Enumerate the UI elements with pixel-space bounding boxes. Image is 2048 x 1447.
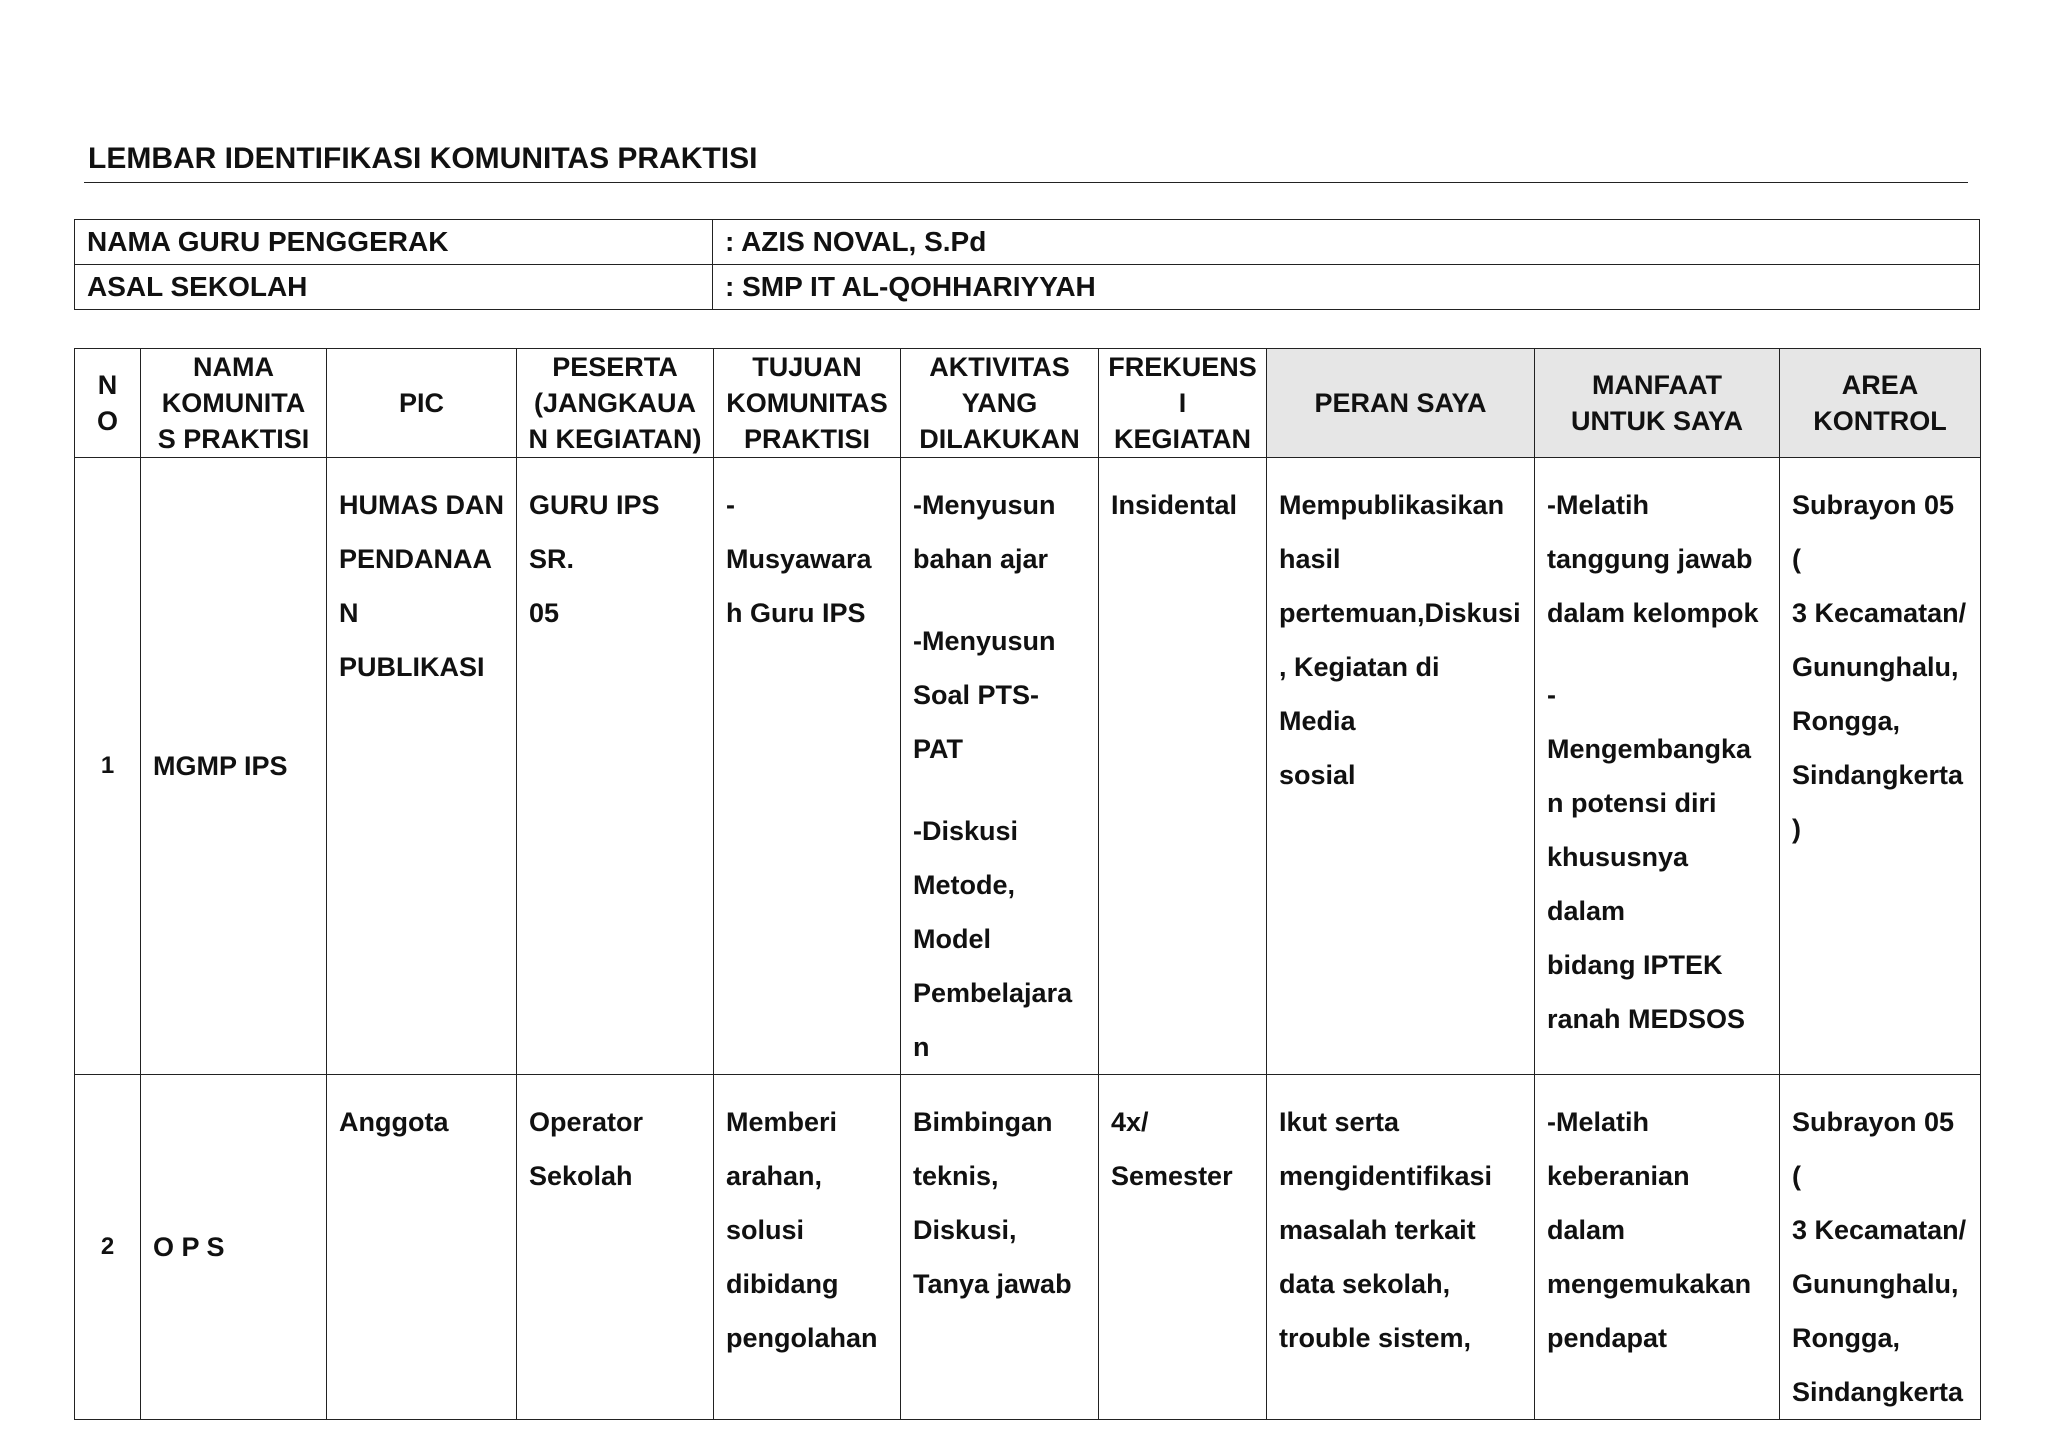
cell-text-line: -Melatih	[1547, 1107, 1650, 1137]
cell-text-line: Subrayon 05 (	[1792, 490, 1955, 574]
table-header-row	[75, 349, 1981, 458]
cell-text-line: pendapat	[1547, 1323, 1668, 1353]
cell-text-line: PIC	[398, 388, 444, 418]
cell-text-line: bahan ajar	[913, 544, 1049, 574]
cell-text-line: PERAN SAYA	[1314, 388, 1487, 418]
cell-text-line: KONTROL	[1813, 406, 1947, 436]
cell-text-line: -Menyusun	[913, 490, 1056, 520]
cell-text-line: Model	[913, 924, 991, 954]
cell-text-line: bidang IPTEK	[1547, 950, 1723, 980]
cell-text-line: HUMAS DAN	[339, 490, 504, 520]
cell-text-line: PENDANAA	[339, 544, 493, 574]
cell-text-line: arahan,	[726, 1161, 823, 1191]
header-goal	[714, 349, 901, 458]
cell-text-line: Semester	[1111, 1161, 1233, 1191]
title-underline	[84, 182, 1968, 183]
paragraph-gap	[1547, 640, 1767, 668]
info-value: : SMP IT AL-QOHHARIYYAH	[713, 265, 1980, 310]
paragraph-gap	[913, 586, 1086, 614]
cell-text-line: O	[96, 406, 118, 436]
header-activities	[901, 349, 1099, 458]
cell-text-line: Soal PTS-PAT	[913, 680, 1040, 764]
cell-text-line: Mempublikasikan	[1279, 490, 1505, 520]
cell-text-line: -	[726, 490, 735, 520]
cell-text-line: 4x/	[1111, 1107, 1149, 1137]
cell-text-line: Rongga,	[1792, 706, 1900, 736]
cell-text-line: hasil	[1279, 544, 1341, 574]
header-frequency	[1099, 349, 1267, 458]
benefits-cell	[1535, 458, 1780, 1075]
header-community-name	[141, 349, 327, 458]
cell-text-line: mengemukakan	[1547, 1269, 1752, 1299]
cell-text-line: khususnya dalam	[1547, 842, 1689, 926]
cell-text-line: Sindangkerta	[1792, 1377, 1964, 1407]
cell-text-line: 3 Kecamatan/	[1792, 598, 1967, 628]
cell-text-line: N	[97, 370, 118, 400]
pic-cell	[327, 458, 517, 1075]
cell-text-line: Anggota	[339, 1107, 449, 1137]
info-value: : AZIS NOVAL, S.Pd	[713, 220, 1980, 265]
cell-text-line: dalam kelompok	[1547, 598, 1759, 628]
cell-text-line: GURU IPS SR.	[529, 490, 660, 574]
cell-text-line: pengolahan	[726, 1323, 878, 1353]
cell-text-line: teknis,	[913, 1161, 999, 1191]
info-label: NAMA GURU PENGGERAK	[75, 220, 713, 265]
cell-text-line: Sindangkerta	[1792, 760, 1964, 790]
header-control-area	[1780, 349, 1981, 458]
participants-cell	[517, 458, 714, 1075]
header-pic	[327, 349, 517, 458]
header-my-role	[1267, 349, 1535, 458]
row-number: 2	[75, 1075, 141, 1420]
cell-text-line: Subrayon 05 (	[1792, 1107, 1955, 1191]
cell-text-line: KOMUNITAS	[726, 388, 888, 418]
cell-text-line: -Menyusun	[913, 626, 1056, 656]
cell-text-line: pertemuan,Diskusi	[1279, 598, 1521, 628]
header-participants	[517, 349, 714, 458]
header-no	[75, 349, 141, 458]
activities-cell	[901, 1075, 1099, 1420]
cell-text-line: YANG	[961, 388, 1038, 418]
cell-text-line: dalam	[1547, 1215, 1626, 1245]
goal-cell	[714, 1075, 901, 1420]
cell-text-line: n	[913, 1032, 930, 1062]
cell-text-line: dibidang	[726, 1269, 839, 1299]
cell-text-line: Musyawara	[726, 544, 872, 574]
cell-text-line: S PRAKTISI	[157, 424, 310, 454]
cell-text-line: KOMUNITA	[161, 388, 306, 418]
cell-text-line: )	[1792, 814, 1801, 844]
cell-text-line: NAMA	[193, 352, 274, 382]
cell-text-line: Ikut serta	[1279, 1107, 1400, 1137]
cell-text-line: -	[1547, 680, 1556, 710]
cell-text-line: 3 Kecamatan/	[1792, 1215, 1967, 1245]
community-name: MGMP IPS	[141, 458, 327, 1075]
participants-cell	[517, 1075, 714, 1420]
my-role-cell	[1267, 458, 1535, 1075]
cell-text-line: 05	[529, 598, 560, 628]
table-row	[75, 1075, 1981, 1420]
cell-text-line: h Guru IPS	[726, 598, 866, 628]
cell-text-line: I	[1178, 388, 1187, 418]
control-area-cell	[1780, 458, 1981, 1075]
cell-text-line: mengidentifikasi	[1279, 1161, 1493, 1191]
community-name: O P S	[141, 1075, 327, 1420]
goal-cell	[714, 458, 901, 1075]
table-row	[75, 458, 1981, 1075]
paragraph-gap	[913, 776, 1086, 804]
cell-text-line: N KEGIATAN)	[528, 424, 702, 454]
document-title: LEMBAR IDENTIFIKASI KOMUNITAS PRAKTISI	[88, 142, 758, 175]
control-area-cell	[1780, 1075, 1981, 1420]
cell-text-line: PRAKTISI	[743, 424, 870, 454]
cell-text-line: Gununghalu,	[1792, 1269, 1959, 1299]
cell-text-line: keberanian	[1547, 1161, 1690, 1191]
cell-text-line: AREA	[1841, 370, 1919, 400]
cell-text-line: -Diskusi	[913, 816, 1019, 846]
cell-text-line: KEGIATAN	[1114, 424, 1251, 454]
community-practice-table	[74, 348, 1981, 1420]
info-label: ASAL SEKOLAH	[75, 265, 713, 310]
cell-text-line: TUJUAN	[752, 352, 862, 382]
cell-text-line: MANFAAT	[1592, 370, 1722, 400]
cell-text-line: Metode,	[913, 870, 1016, 900]
info-row-teacher	[75, 220, 1980, 265]
cell-text-line: Sekolah	[529, 1161, 633, 1191]
cell-text-line: PESERTA	[552, 352, 678, 382]
cell-text-line: tanggung jawab	[1547, 544, 1753, 574]
cell-text-line: -Melatih	[1547, 490, 1650, 520]
cell-text-line: Tanya jawab	[913, 1269, 1072, 1299]
cell-text-line: UNTUK SAYA	[1570, 406, 1744, 436]
cell-text-line: Diskusi,	[913, 1215, 1017, 1245]
pic-cell	[327, 1075, 517, 1420]
header-benefits	[1535, 349, 1780, 458]
frequency-cell	[1099, 458, 1267, 1075]
cell-text-line: n potensi diri	[1547, 788, 1717, 818]
cell-text-line: Memberi	[726, 1107, 838, 1137]
my-role-cell	[1267, 1075, 1535, 1420]
cell-text-line: Mengembangka	[1547, 734, 1752, 764]
teacher-info-table	[74, 219, 1980, 310]
row-number: 1	[75, 458, 141, 1075]
cell-text-line: trouble sistem,	[1279, 1323, 1472, 1353]
cell-text-line: N PUBLIKASI	[339, 598, 485, 682]
cell-text-line: solusi	[726, 1215, 805, 1245]
cell-text-line: sosial	[1279, 760, 1356, 790]
cell-text-line: Operator	[529, 1107, 644, 1137]
info-row-school	[75, 265, 1980, 310]
cell-text-line: (JANGKAUA	[534, 388, 696, 418]
cell-text-line: data sekolah,	[1279, 1269, 1451, 1299]
activities-cell	[901, 458, 1099, 1075]
cell-text-line: , Kegiatan di Media	[1279, 652, 1440, 736]
cell-text-line: Bimbingan	[913, 1107, 1053, 1137]
cell-text-line: Pembelajara	[913, 978, 1073, 1008]
cell-text-line: Rongga,	[1792, 1323, 1900, 1353]
benefits-cell	[1535, 1075, 1780, 1420]
frequency-cell	[1099, 1075, 1267, 1420]
cell-text-line: Insidental	[1111, 490, 1238, 520]
cell-text-line: AKTIVITAS	[929, 352, 1070, 382]
cell-text-line: masalah terkait	[1279, 1215, 1476, 1245]
cell-text-line: DILAKUKAN	[919, 424, 1080, 454]
cell-text-line: FREKUENS	[1108, 352, 1257, 382]
cell-text-line: ranah MEDSOS	[1547, 1004, 1746, 1034]
cell-text-line: Gununghalu,	[1792, 652, 1959, 682]
